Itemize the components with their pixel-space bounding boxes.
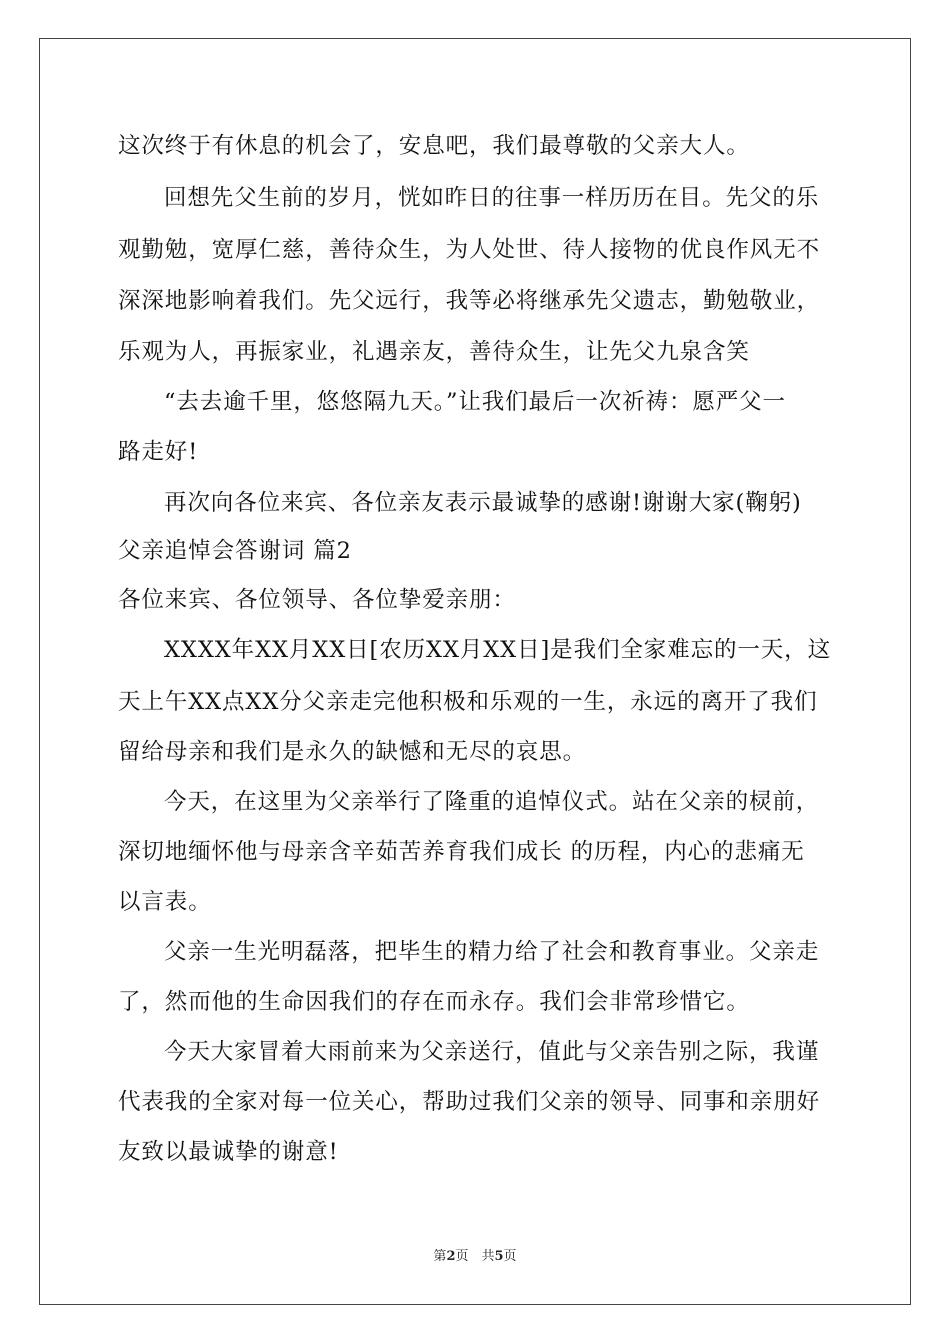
text-line: 观勤勉，宽厚仁慈，善待众生，为人处世、待人接物的优良作风无不 (118, 237, 821, 263)
text-line: 乐观为人，再振家业，礼遇亲友，善待众生，让先父九泉含笑 (118, 339, 750, 365)
text-line: 今天，在这里为父亲举行了隆重的追悼仪式。站在父亲的棂前， (164, 789, 820, 815)
text-line: 回想先父生前的岁月，恍如昨日的往事一样历历在目。先父的乐 (164, 185, 820, 211)
text-line: 代表我的全家对每一位关心，帮助过我们父亲的领导、同事和亲朋好 (118, 1089, 821, 1115)
text-line: 以言表。 (118, 889, 212, 915)
page-footer (0, 1248, 950, 1266)
text-line: “去去逾千里，悠悠隔九天。”让我们最后一次祈祷：愿严父一 (164, 389, 786, 415)
text-line: 这次终于有休息的机会了，安息吧，我们最尊敬的父亲大人。 (118, 133, 750, 159)
text-line: 了，然而他的生命因我们的存在而永存。我们会非常珍惜它。 (118, 989, 750, 1015)
text-line: 深深地影响着我们。先父远行，我等必将继承先父遗志，勤勉敬业， (118, 288, 821, 314)
footer-prefix: 第 (433, 1249, 447, 1264)
text-line: 天上午XX点XX分父亲走完他积极和乐观的一生，永远的离开了我们 (118, 689, 818, 715)
text-line: 友致以最诚挚的谢意! (118, 1139, 339, 1165)
text-line: 留给母亲和我们是永久的缺憾和无尽的哀思。 (118, 739, 587, 765)
text-line: 路走好! (118, 439, 199, 465)
text-line: 再次向各位来宾、各位亲友表示最诚挚的感谢!谢谢大家(鞠躬) (164, 490, 802, 516)
footer-suffix: 页 (503, 1249, 517, 1264)
text-line: XXXX年XX月XX日[农历XX月XX日]是我们全家难忘的一天，这 (164, 637, 831, 663)
footer-middle: 页 共 (455, 1249, 495, 1264)
section-heading: 父亲追悼会答谢词 篇2 (118, 538, 352, 564)
current-page-number: 2 (446, 1249, 456, 1264)
salutation: 各位来宾、各位领导、各位挚爱亲朋： (118, 587, 516, 613)
total-page-number: 5 (494, 1249, 504, 1264)
text-line: 父亲一生光明磊落，把毕生的精力给了社会和教育事业。父亲走 (164, 939, 820, 965)
text-line: 深切地缅怀他与母亲含辛茹苦养育我们成长 的历程，内心的悲痛无 (118, 839, 805, 865)
text-line: 今天大家冒着大雨前来为父亲送行，值此与父亲告别之际，我谨 (164, 1039, 820, 1065)
